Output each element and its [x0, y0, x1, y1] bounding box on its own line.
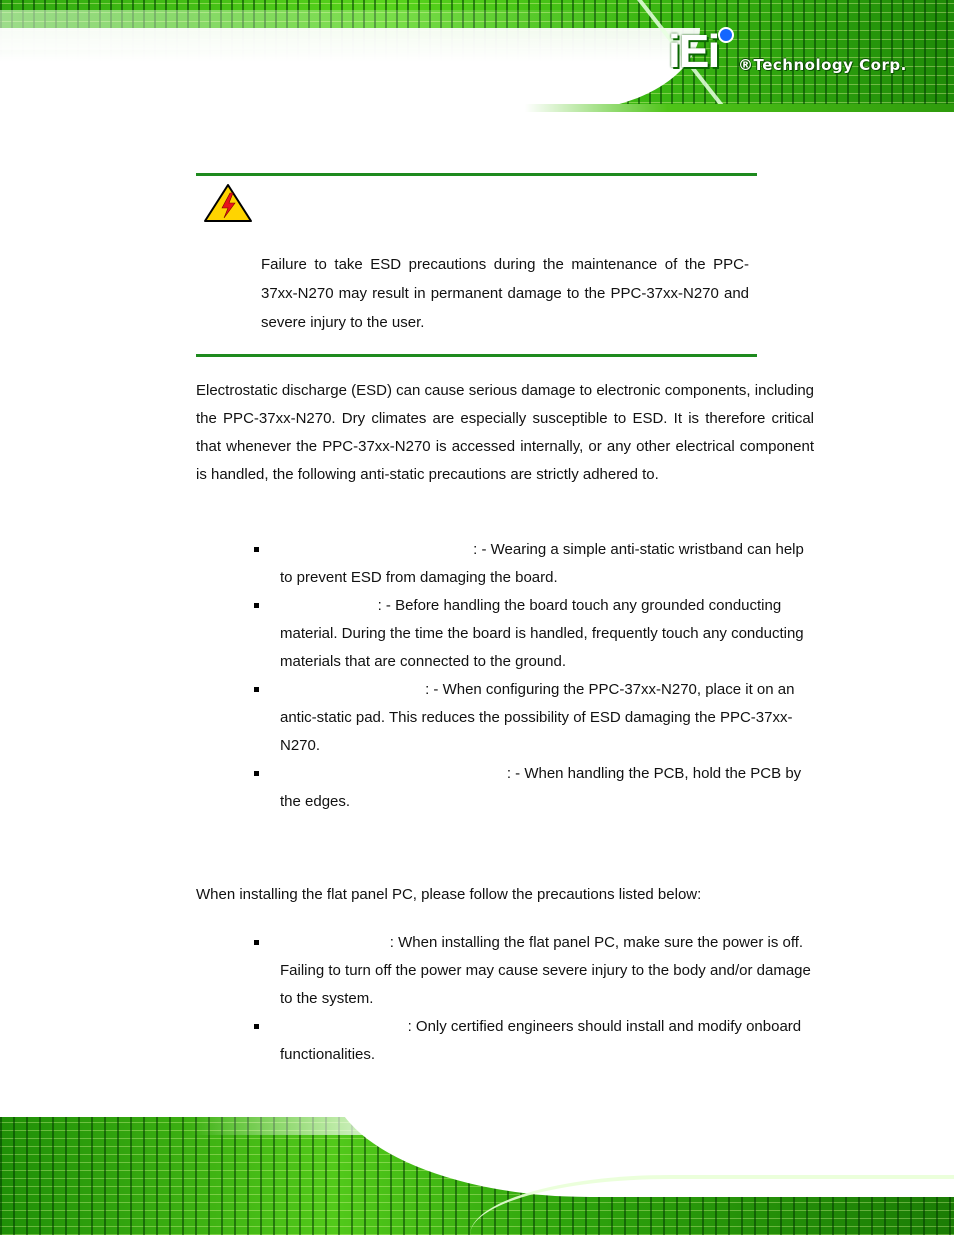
bullet-text: : - Wearing a simple anti-static wristband can help to prevent ESD from damaging the board.	[280, 541, 804, 586]
warning-top-rule	[196, 173, 757, 176]
bullet-text: : - When handling the PCB, hold the PCB by the edges.	[280, 765, 802, 810]
bullet-square-icon	[254, 603, 259, 608]
esd-precautions-list	[254, 536, 816, 816]
logo-mark: iEi	[668, 25, 719, 77]
bullet-square-icon	[254, 547, 259, 552]
logo-dot	[718, 27, 734, 43]
warning-bottom-rule	[196, 354, 757, 357]
header-band	[0, 104, 954, 112]
list-item	[254, 929, 816, 1013]
bullet-square-icon	[254, 771, 259, 776]
page-footer-banner	[0, 1117, 954, 1235]
list-item	[254, 536, 816, 592]
high-voltage-warning-icon	[203, 183, 253, 223]
bullet-text: : - When configuring the PPC-37xx-N270, place it on an antic-static pad. This reduces the possibility of ESD damaging the PPC-37xx-N270.	[280, 681, 795, 754]
bullet-text: : When installing the flat panel PC, make sure the power is off. Failing to turn off the power may cause severe injury to the body and/or damage to the system.	[280, 934, 811, 1007]
company-logo	[668, 25, 948, 82]
list-item	[254, 676, 816, 760]
bullet-text: : Only certified engineers should install and modify onboard functionalities.	[280, 1018, 802, 1063]
list-item	[254, 760, 816, 816]
bullet-square-icon	[254, 940, 259, 945]
list-item	[254, 592, 816, 676]
install-precautions-list	[254, 929, 816, 1069]
bullet-square-icon	[254, 1024, 259, 1029]
warning-text: Failure to take ESD precautions during the maintenance of the PPC-37xx-N270 may result in permanent damage to the PPC-37xx-N270 and severe injury to the user.	[261, 256, 749, 331]
logo-text: ®Technology Corp.	[738, 56, 907, 74]
bullet-text: : - Before handling the board touch any grounded conducting material. During the time the board is handled, frequently touch any conducting materials that are connected to the ground.	[280, 597, 804, 670]
install-paragraph: When installing the flat panel PC, please follow the precautions listed below:	[196, 886, 702, 903]
page-header-banner	[0, 0, 954, 112]
bullet-square-icon	[254, 687, 259, 692]
esd-paragraph: Electrostatic discharge (ESD) can cause serious damage to electronic components, including the PPC-37xx-N270. Dry climates are especially susceptible to ESD. It is therefore critical that whenever the PPC-37xx-N270 is accessed internally, or any other electrical component is handled, the following anti-static precautions are strictly adhered to.	[196, 382, 814, 483]
list-item	[254, 1013, 816, 1069]
